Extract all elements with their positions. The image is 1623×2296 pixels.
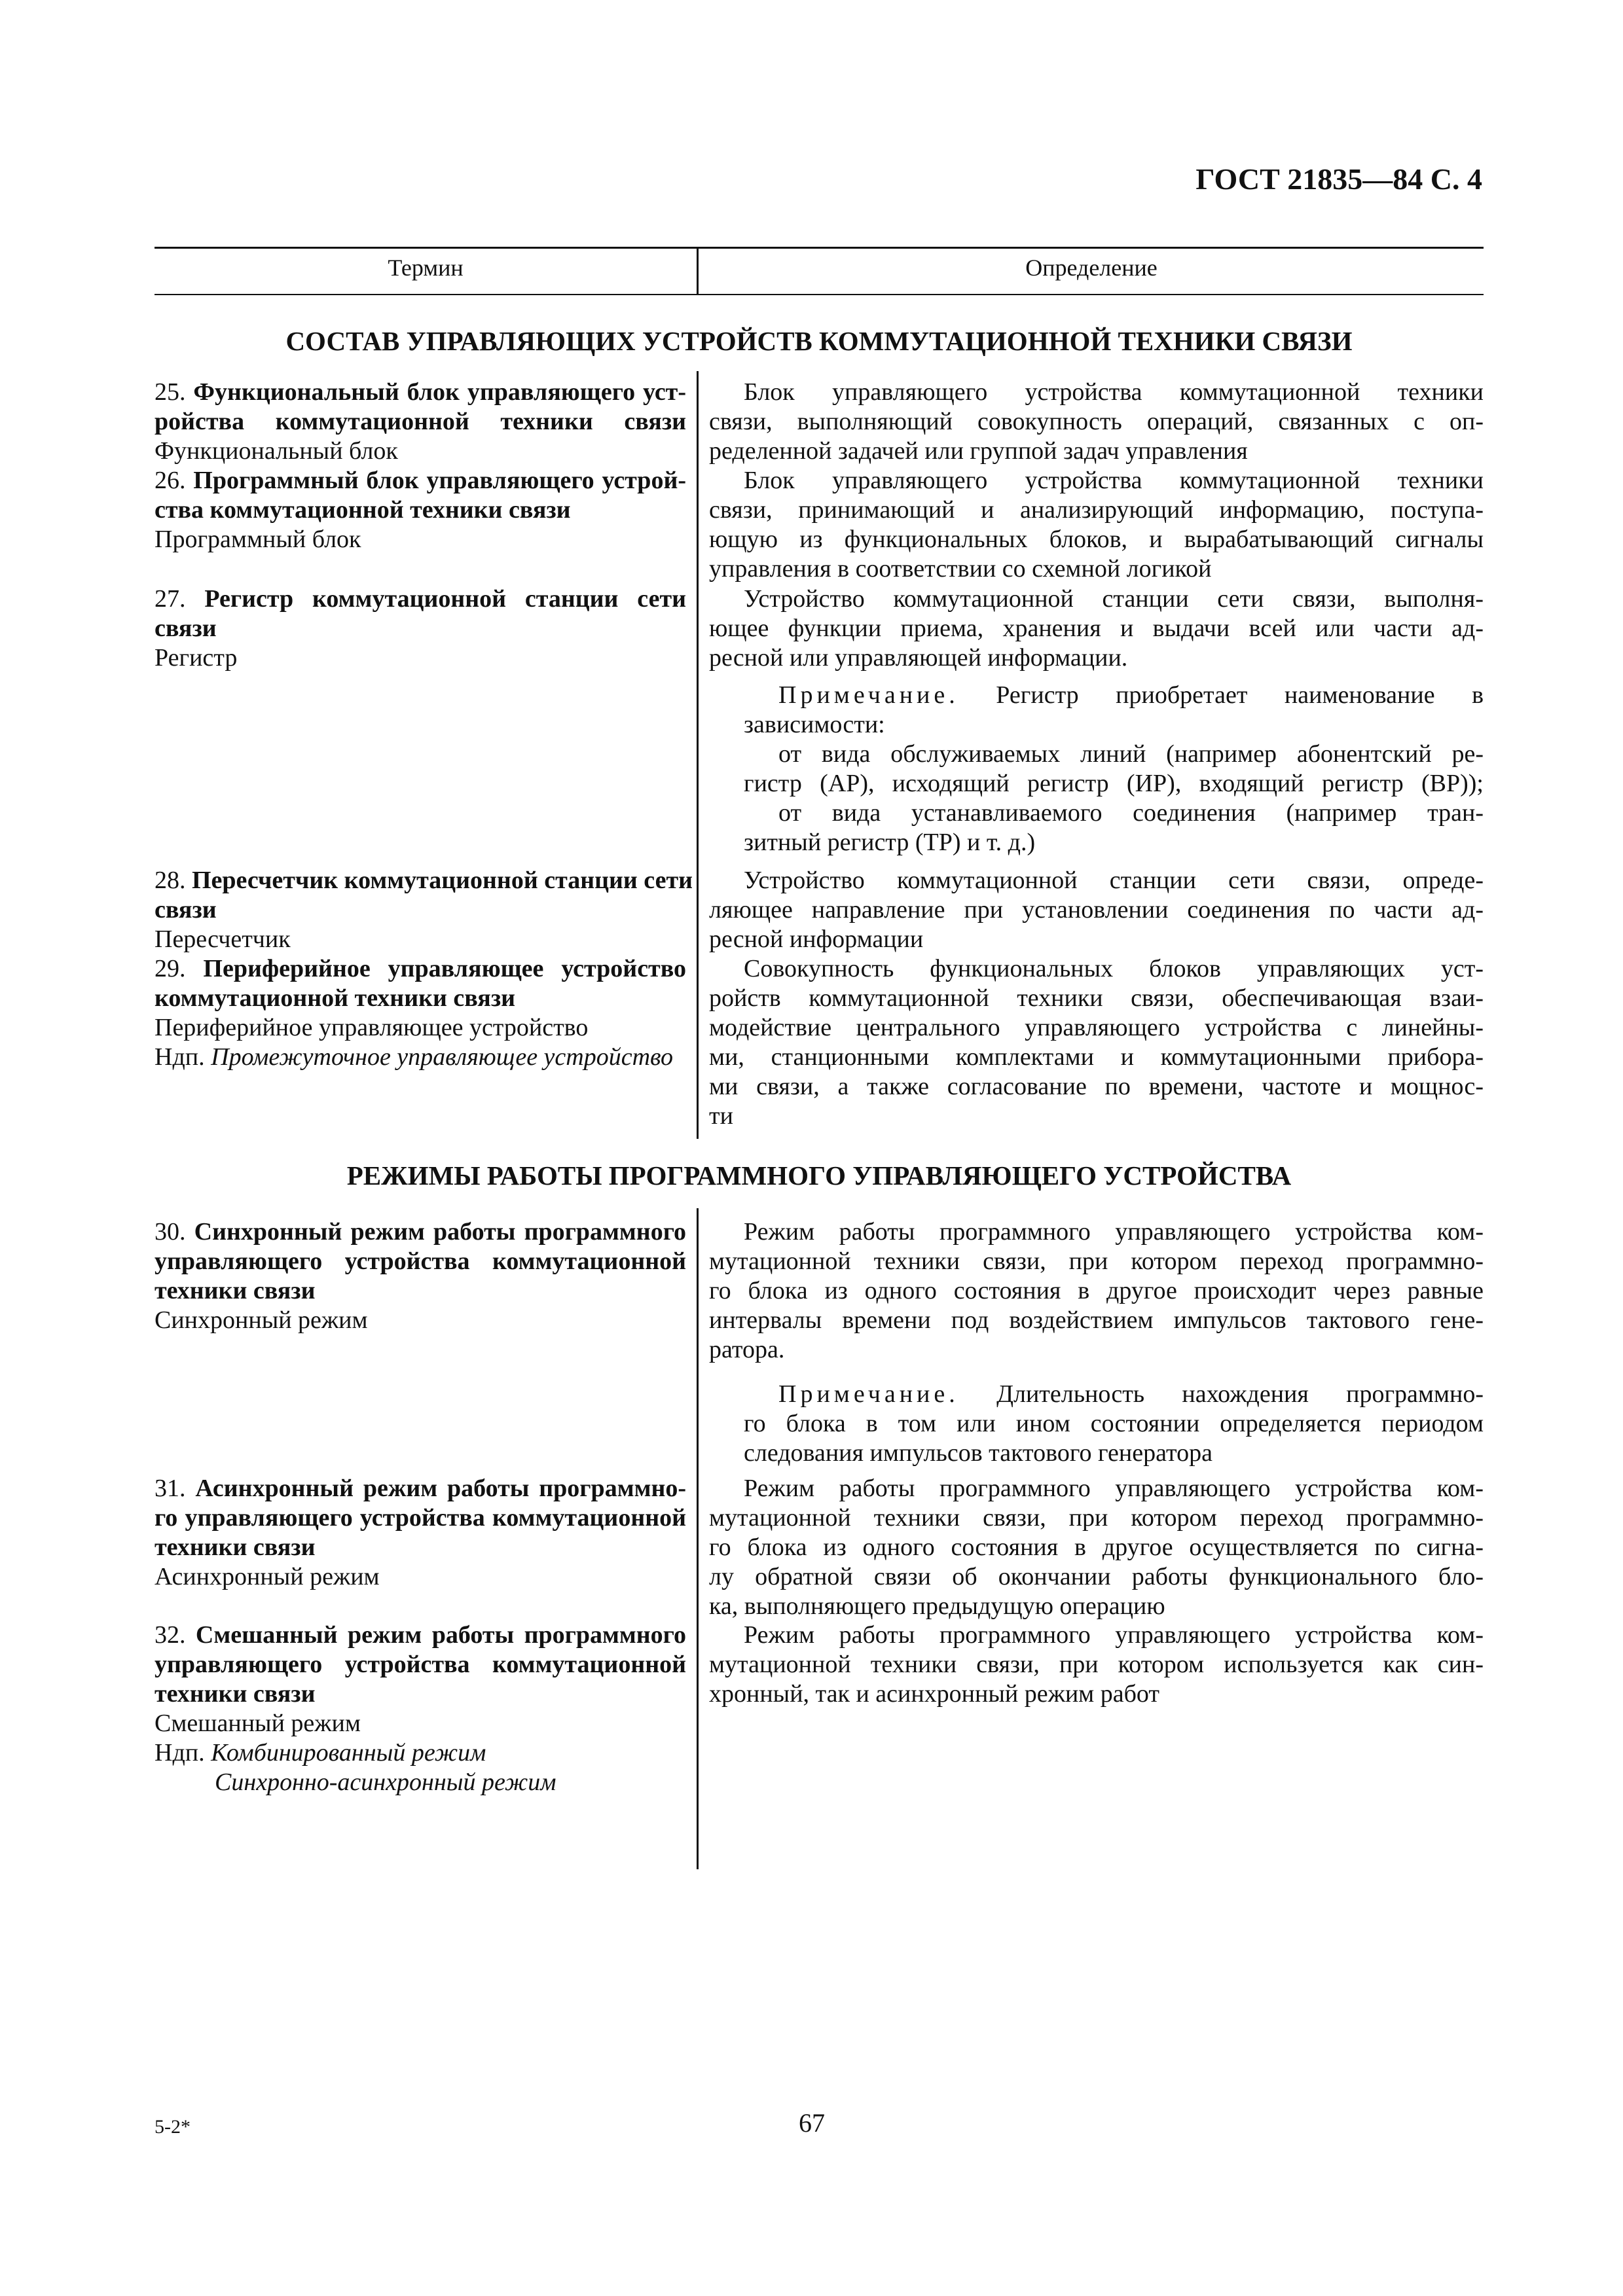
definition-line: ляющее направление при установлении соединения по части ад- bbox=[709, 896, 1484, 924]
definition-line: ми, станционными комплектами и коммутационными прибора- bbox=[709, 1043, 1484, 1071]
definition-line: управления в соответствии со схемной логикой bbox=[709, 555, 1212, 583]
term-title-line: техники связи bbox=[155, 1534, 316, 1561]
term-number: 29. bbox=[155, 955, 186, 982]
term-title-line: Регистр коммутационной станции сети bbox=[204, 585, 687, 613]
term-title-line: Асинхронный режим работы программно- bbox=[195, 1475, 687, 1502]
term-title-line: техники связи bbox=[155, 1680, 316, 1708]
term-title-line: Программный блок управляющего устрой- bbox=[193, 467, 686, 494]
definition-line: ми связи, а также согласование по времени, частоте и мощнос- bbox=[709, 1073, 1484, 1100]
term-short-form: Пересчетчик bbox=[155, 925, 291, 953]
term-title-line: Периферийное управляющее устройство bbox=[203, 955, 686, 982]
term-title-line: ства коммутационной техники связи bbox=[155, 496, 571, 524]
term-entry-31 bbox=[155, 1474, 686, 1592]
term-number: 25. bbox=[155, 378, 186, 406]
term-title-line: техники связи bbox=[155, 1277, 316, 1304]
definition-32 bbox=[709, 1621, 1484, 1709]
term-number: 28. bbox=[155, 867, 186, 894]
term-title-line: Смешанный режим работы программного bbox=[195, 1621, 686, 1649]
column-divider-section-2 bbox=[697, 1208, 699, 1869]
definition-line: ющее функции приема, хранения и выдачи всей или части ад- bbox=[709, 615, 1484, 642]
term-title-line: управляющего устройства коммутационной bbox=[155, 1651, 686, 1678]
definition-28 bbox=[709, 866, 1484, 954]
ndp-term: Промежуточное управляющее устройство bbox=[211, 1043, 674, 1071]
definition-line: го блока из одного состояния в другое осуществляется по сигна- bbox=[709, 1534, 1484, 1561]
definition-line: ресной информации bbox=[709, 925, 924, 953]
definition-line: ройств коммутационной техники связи, обеспечивающая взаи- bbox=[709, 984, 1484, 1012]
note-line: от вида обслуживаемых линий (например абонентский ре- bbox=[778, 740, 1484, 768]
definition-line: Режим работы программного управляющего устройства ком- bbox=[744, 1218, 1484, 1246]
term-entry-26 bbox=[155, 466, 686, 554]
column-header-definition: Определение bbox=[1025, 255, 1158, 281]
term-number: 31. bbox=[155, 1475, 186, 1502]
note-line: от вида устанавливаемого соединения (например тран- bbox=[778, 799, 1484, 827]
table-head-rule bbox=[155, 294, 1484, 295]
definition-line: связи, выполняющий совокупность операций, связанных с оп- bbox=[709, 408, 1484, 435]
page-number: 67 bbox=[799, 2108, 825, 2138]
definition-25 bbox=[709, 378, 1484, 466]
definition-line: Режим работы программного управляющего устройства ком- bbox=[744, 1621, 1484, 1649]
ndp-label: Ндп. bbox=[155, 1043, 205, 1071]
note-line: зависимости: bbox=[744, 711, 885, 738]
definition-line: Устройство коммутационной станции сети связи, опреде- bbox=[744, 867, 1484, 894]
term-entry-32 bbox=[155, 1621, 686, 1797]
definition-line: Совокупность функциональных блоков управляющих уст- bbox=[744, 955, 1484, 982]
column-divider-section-1 bbox=[697, 371, 699, 1139]
term-short-form: Функциональный блок bbox=[155, 437, 398, 465]
ndp-term: Комбинированный режим bbox=[211, 1739, 486, 1767]
definition-line: ратора. bbox=[709, 1336, 785, 1363]
note-line: гистр (АР), исходящий регистр (ИР), входящий регистр (ВР)); bbox=[744, 770, 1484, 797]
term-short-form: Асинхронный режим bbox=[155, 1563, 380, 1590]
definition-line: мутационной техники связи, при котором используется как син- bbox=[709, 1651, 1484, 1678]
term-short-form: Регистр bbox=[155, 644, 238, 672]
term-number: 27. bbox=[155, 585, 186, 613]
term-title-line: Синхронный режим работы программного bbox=[194, 1218, 687, 1246]
definition-27 bbox=[709, 584, 1484, 673]
note-label: Примечание. bbox=[778, 1380, 959, 1408]
column-divider-head bbox=[697, 247, 699, 295]
term-short-form: Синхронный режим bbox=[155, 1306, 368, 1334]
page-header: ГОСТ 21835—84 С. 4 bbox=[1195, 162, 1482, 196]
term-short-form: Смешанный режим bbox=[155, 1710, 361, 1737]
table-top-rule bbox=[155, 247, 1484, 249]
note-line: зитный регистр (ТР) и т. д.) bbox=[744, 829, 1036, 856]
term-title-line: Пересчетчик коммутационной станции сети bbox=[192, 867, 693, 894]
definition-line: Блок управляющего устройства коммутационной техники bbox=[744, 378, 1484, 406]
term-entry-27 bbox=[155, 584, 686, 673]
term-title-line: связи bbox=[155, 615, 217, 642]
ndp-term-2: Синхронно-асинхронный режим bbox=[215, 1768, 556, 1796]
term-title-line: связи bbox=[155, 896, 217, 924]
definition-line: лу обратной связи об окончании работы функционального бло- bbox=[709, 1563, 1484, 1590]
section-title-modes: РЕЖИМЫ РАБОТЫ ПРОГРАММНОГО УПРАВЛЯЮЩЕГО УСТРОЙСТВА bbox=[346, 1160, 1292, 1191]
definition-line: ределенной задачей или группой задач управления bbox=[709, 437, 1248, 465]
definition-31 bbox=[709, 1474, 1484, 1621]
definition-line: связи, принимающий и анализирующий информацию, поступа- bbox=[709, 496, 1484, 524]
ndp-label: Ндп. bbox=[155, 1739, 205, 1767]
definition-line: ка, выполняющего предыдущую операцию bbox=[709, 1592, 1165, 1620]
term-title-line: Функциональный блок управляющего уст- bbox=[193, 378, 686, 406]
definition-line: мутационной техники связи, при котором переход программно- bbox=[709, 1504, 1484, 1532]
note-30 bbox=[744, 1380, 1484, 1468]
term-title-line: ройства коммутационной техники связи bbox=[155, 408, 686, 435]
definition-line: го блока из одного состояния в другое происходит через равные bbox=[709, 1277, 1484, 1304]
footer-code: 5-2* bbox=[155, 2116, 191, 2138]
definition-line: интервалы времени под воздействием импульсов тактового гене- bbox=[709, 1306, 1484, 1334]
definition-26 bbox=[709, 466, 1484, 584]
term-title-line: управляющего устройства коммутационной bbox=[155, 1247, 686, 1275]
definition-30 bbox=[709, 1217, 1484, 1365]
definition-line: Устройство коммутационной станции сети связи, выполня- bbox=[744, 585, 1484, 613]
definition-line: ресной или управляющей информации. bbox=[709, 644, 1128, 672]
definition-line: мутационной техники связи, при котором переход программно- bbox=[709, 1247, 1484, 1275]
note-line: Регистр приобретает наименование в bbox=[996, 681, 1484, 709]
definition-line: Блок управляющего устройства коммутационной техники bbox=[744, 467, 1484, 494]
definition-line: ти bbox=[709, 1102, 733, 1130]
definition-line: хронный, так и асинхронный режим работ bbox=[709, 1680, 1160, 1708]
note-line: следования импульсов тактового генератора bbox=[744, 1439, 1213, 1467]
term-number: 32. bbox=[155, 1621, 186, 1649]
term-title-line: го управляющего устройства коммутационной bbox=[155, 1504, 686, 1532]
note-line: го блока в том или ином состоянии определяется периодом bbox=[744, 1410, 1484, 1437]
note-27 bbox=[744, 681, 1484, 857]
term-entry-28 bbox=[155, 866, 693, 954]
term-entry-29 bbox=[155, 954, 686, 1072]
term-entry-25 bbox=[155, 378, 686, 466]
definition-line: модействие центрального управляющего устройства с линейны- bbox=[709, 1014, 1484, 1041]
term-title-line: коммутационной техники связи bbox=[155, 984, 515, 1012]
definition-line: Режим работы программного управляющего устройства ком- bbox=[744, 1475, 1484, 1502]
term-short-form: Периферийное управляющее устройство bbox=[155, 1014, 589, 1041]
definition-29 bbox=[709, 954, 1484, 1131]
term-number: 30. bbox=[155, 1218, 186, 1246]
note-line: Длительность нахождения программно- bbox=[996, 1380, 1484, 1408]
section-title-composition: СОСТАВ УПРАВЛЯЮЩИХ УСТРОЙСТВ КОММУТАЦИОННОЙ ТЕХНИКИ СВЯЗИ bbox=[285, 326, 1353, 356]
term-entry-30 bbox=[155, 1217, 686, 1335]
term-short-form: Программный блок bbox=[155, 526, 361, 553]
note-label: Примечание. bbox=[778, 681, 959, 709]
column-header-term: Термин bbox=[388, 255, 464, 281]
term-number: 26. bbox=[155, 467, 186, 494]
definition-line: ющую из функциональных блоков, и вырабатывающий сигналы bbox=[709, 526, 1484, 553]
